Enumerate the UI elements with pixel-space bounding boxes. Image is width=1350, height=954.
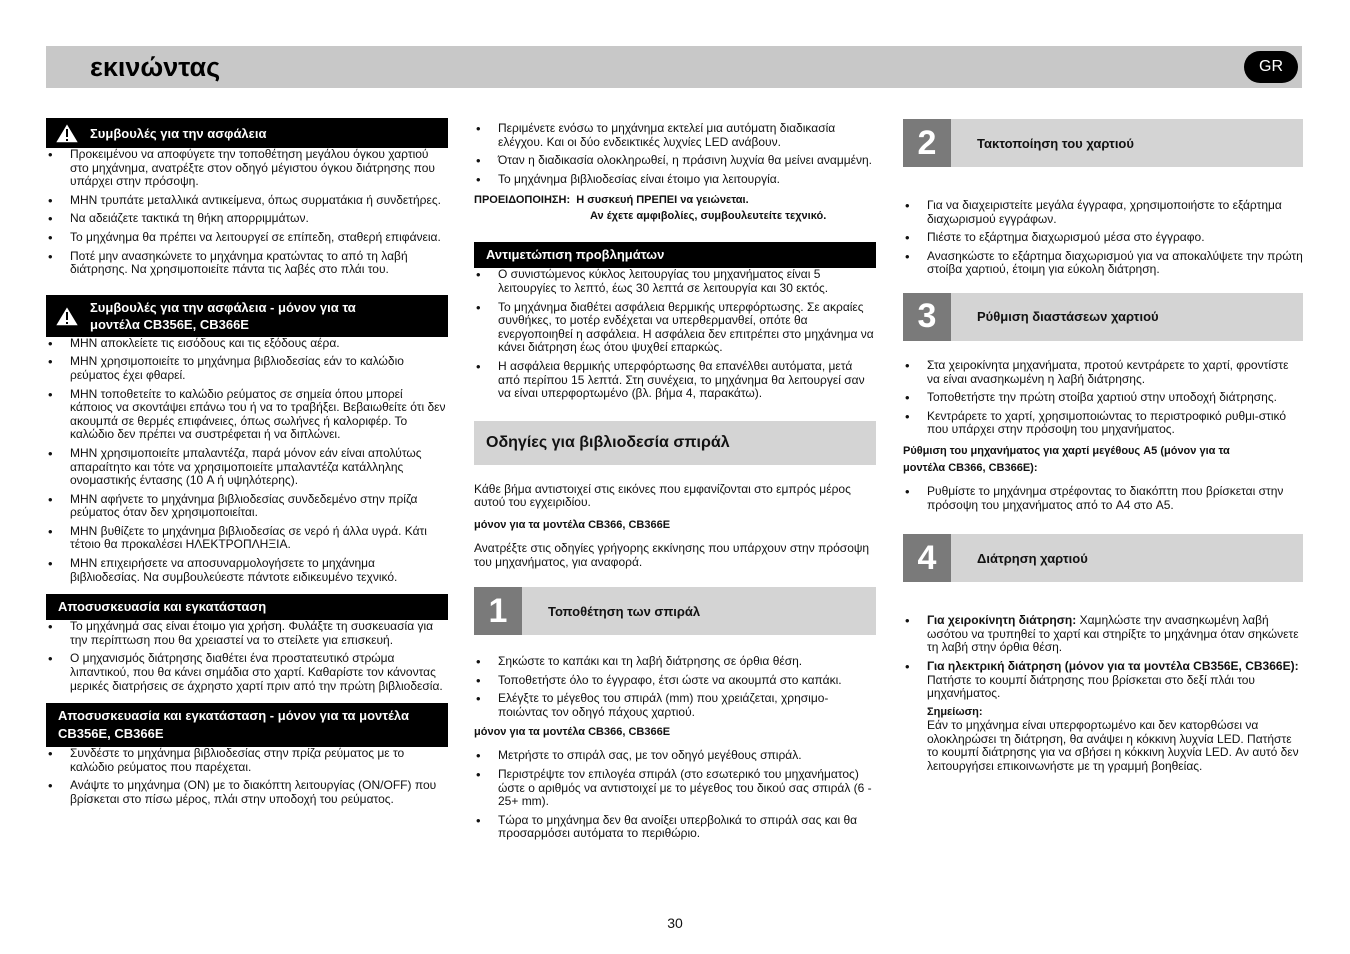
step-2-header [903, 119, 1303, 167]
spiral-heading: Οδηγίες για βιβλιοδεσία σπιράλ [474, 421, 876, 465]
list-item: • ΜΗΝ επιχειρήσετε να αποσυναρμολογήσετε το μηχάνημα βιβλιοδεσίας. Να συμβουλεύεστε πάντοτε ειδικευμένο τεχνικό. [46, 557, 448, 584]
header-bar [46, 46, 1302, 88]
step-2-list [903, 199, 1303, 277]
step-number: 2 [903, 119, 951, 167]
spiral-intro: Κάθε βήμα αντιστοιχεί στις εικόνες που εμφανίζονται στο εμπρός μέρος αυτού του εγχειριδίου. [474, 481, 851, 510]
safety-list [46, 148, 448, 277]
a5-note-line2: μοντέλα CB366, CB366E): [903, 461, 1038, 474]
step-1-list [474, 655, 876, 719]
list-item: • ΜΗΝ τοποθετείτε το καλώδιο ρεύματος σε σημεία όπου μπορεί κάποιος να σκοντάψει επάνω του ή να το τραβήξει. Βεβαιωθείτε ότι δεν ακουμπά σε θερμές επιφάνειες, όπως σωλήνες ή καλοριφέρ. Το καλώδιο δεν πρέπει να συστρέφεται ή να διπλώνει. [46, 388, 448, 442]
list-item: • ΜΗΝ τρυπάτε μεταλλικά αντικείμενα, όπως συρματάκια ή συνδετήρες. [46, 194, 448, 208]
electric-punch-text: Πατήστε το κουμπί διάτρησης που βρίσκεται στο δεξί πλάι του μηχανήματος. [927, 672, 1255, 701]
warning-label: ΠΡΟΕΙΔΟΠΟΙΗΣΗ: [474, 194, 571, 207]
list-item: • Ρυθμίστε το μηχάνημα στρέφοντας το διακόπτη που βρίσκεται στην πρόσοψη του μηχανήματος από το A4 στο A5. [903, 485, 1303, 512]
list-item: • Το μηχάνημά σας είναι έτοιμο για χρήση. Φυλάξτε τη συσκευασία για την περίπτωση που θα χρειαστεί να το στείλετε για επισκευή. [46, 620, 448, 647]
list-item: • ΜΗΝ βυθίζετε το μηχάνημα βιβλιοδεσίας σε νερό ή άλλα υγρά. Κάτι τέτοιο θα προκαλέσει ΗΛΕΚΤΡΟΠΛΗΞΙΑ. [46, 525, 448, 552]
list-item: • Τοποθετήστε όλο το έγγραφο, έτσι ώστε να ακουμπά στο καπάκι. [474, 674, 876, 688]
list-item: • Τοποθετήστε την πρώτη στοίβα χαρτιού στην υποδοχή διάτρησης. [903, 391, 1303, 405]
warning-triangle-icon [54, 305, 80, 327]
step-number: 3 [903, 293, 951, 341]
step-label: Τακτοποίηση του χαρτιού [977, 135, 1134, 151]
step-number: 4 [903, 534, 951, 582]
list-item [903, 614, 1303, 655]
list-item: • Πιέστε το εξάρτημα διαχωρισμού μέσα στο έγγραφο. [903, 231, 1303, 245]
list-item: • Ανασηκώστε το εξάρτημα διαχωρισμού για να αποκαλύψετε την πρώτη στοίβα χαρτιού, έτοιμη για εύκολη διάτρηση. [903, 250, 1303, 277]
list-item: • ΜΗΝ αφήνετε το μηχάνημα βιβλιοδεσίας συνδεδεμένο στην πρίζα ρεύματος όταν δεν χρησιμοποιείται. [46, 493, 448, 520]
list-item: • Ελέγξτε το μέγεθος του σπιράλ (mm) που χρειάζεται, χρησιμο-ποιώντας τον οδηγό πάχους χαρτιού. [474, 692, 876, 719]
step-4-list [903, 614, 1303, 673]
manual-punch-label: Για χειροκίνητη διάτρηση: [927, 613, 1077, 628]
list-item: • Ποτέ μην ανασηκώνετε το μηχάνημα κρατώντας το από τη λαβή διάτρησης. Να χρησιμοποιείτε πάντα τις λαβές στο πλάι του. [46, 250, 448, 277]
column-right [903, 118, 1303, 779]
list-item: • Τώρα το μηχάνημα δεν θα ανοίξει υπερβολικά το σπιράλ σας και θα προσαρμόσει αυτόματα το περιθώριο. [474, 814, 876, 841]
list-item: • ΜΗΝ χρησιμοποιείτε μπαλαντέζα, παρά μόνον εάν είναι απολύτως απαραίτητο και τότε να χρησιμοποιείτε μπαλαντέζα κατάλληλης ονομαστικής έντασης (10 A ή υψηλότερης). [46, 447, 448, 488]
safety-models-heading-line1: Συμβουλές για την ασφάλεια - μόνον για τα [90, 299, 356, 315]
a5-note-line1: Ρύθμιση του μηχανήματος για χαρτί μεγέθους A5 (μόνον για τα [903, 444, 1230, 457]
electric-punch-label: Για ηλεκτρική διάτρηση (μόνον για τα μοντέλα CB356E, CB366E): [927, 658, 1299, 673]
list-item: • Ο συνιστώμενος κύκλος λειτουργίας του μηχανήματος είναι 5 λειτουργίες το λεπτό, έως 30 λεπτά σε λειτουργία και 30 εκτός. [474, 268, 876, 295]
safety-models-heading [46, 295, 448, 337]
warning-triangle-icon [54, 122, 80, 144]
list-item: • Συνδέστε το μηχάνημα βιβλιοδεσίας στην πρίζα ρεύματος με το καλώδιο ρεύματος που παρέχεται. [46, 747, 448, 774]
unpack-models-heading-line2: CB356E, CB366E [58, 726, 164, 742]
note-label: Σημείωση: [927, 705, 983, 718]
step-3-header [903, 293, 1303, 341]
step-1-list-2 [474, 749, 876, 841]
safety-models-heading-line2: μοντέλα CB356E, CB366E [90, 316, 249, 332]
startup-list [474, 122, 876, 186]
list-item: • Το μηχάνημα θα πρέπει να λειτουργεί σε επίπεδη, σταθερή επιφάνεια. [46, 231, 448, 245]
list-item [903, 660, 1303, 674]
column-middle [474, 118, 876, 846]
list-item: • Ανάψτε το μηχάνημα (ON) με το διακόπτη λειτουργίας (ON/OFF) που βρίσκεται στο πίσω μέρος, πλάι στην υποδοχή του ρεύματος. [46, 779, 448, 806]
models-note: μόνον για τα μοντέλα CB366, CB366E [474, 726, 671, 739]
unpack-list [46, 620, 448, 693]
step-label: Διάτρηση χαρτιού [977, 550, 1088, 566]
list-item: • Όταν η διαδικασία ολοκληρωθεί, η πράσινη λυχνία θα μείνει αναμμένη. [474, 154, 876, 168]
trouble-list [474, 268, 876, 400]
page-title: εκινώντας [90, 52, 221, 82]
unpack-models-list [46, 747, 448, 806]
unpack-heading: Αποσυσκευασία και εγκατάσταση [46, 594, 448, 620]
list-item: • Το μηχάνημα βιβλιοδεσίας είναι έτοιμο για λειτουργία. [474, 173, 876, 187]
safety-models-list [46, 337, 448, 585]
note-text: Εάν το μηχάνημα είναι υπερφορτωμένο και δεν κατορθώσει να ολοκληρώσει τη διάτρηση, θα ανάψει η κόκκινη λυχνία LED. Πατήστε το κουμπί διάτρησης για να σβήσει η κόκκινη λυχνία LED. Αν αυτό δεν λειτουργήσει επικοινωνήστε με τη γραμμή βοηθείας. [927, 718, 1299, 774]
list-item: • Μετρήστε το σπιράλ σας, με τον οδηγό μεγέθους σπιράλ. [474, 749, 876, 763]
ground-warning [474, 192, 876, 224]
column-left [46, 118, 448, 812]
warning-line-2: Αν έχετε αμφιβολίες, συμβουλευτείτε τεχνικό. [590, 210, 827, 223]
list-item: • Προκειμένου να αποφύγετε την τοποθέτηση μεγάλου όγκου χαρτιού στο μηχάνημα, ανατρέξτε στον οδηγό μέγιστου όγκου διάτρησης που υπάρχει στην πρόσοψη. [46, 148, 448, 189]
quick-start-text: Ανατρέξτε στις οδηγίες γρήγορης εκκίνησης που υπάρχουν στην πρόσοψη του μηχανήματος, για αναφορά. [474, 540, 870, 569]
step-3-list-2 [903, 485, 1303, 512]
a5-note [903, 443, 1303, 477]
list-item: • Κεντράρετε το χαρτί, χρησιμοποιώντας το περιστροφικό ρυθμι-στικό που υπάρχει στην πρόσοψη του μηχανήματος. [903, 410, 1303, 437]
step-4-header [903, 534, 1303, 582]
manual-punch-text: Χαμηλώστε την ανασηκωμένη λαβή ωσότου να τρυπηθεί το χαρτί και στηρίξτε το μηχάνημα όταν σηκώνετε τη λαβή στην όρθια θέση. [927, 613, 1299, 655]
safety-heading-text: Συμβουλές για την ασφάλεια [90, 125, 267, 141]
page-number: 30 [667, 915, 683, 931]
trouble-heading: Αντιμετώπιση προβλημάτων [474, 242, 876, 268]
list-item: • Η ασφάλεια θερμικής υπερφόρτωσης θα επανέλθει αυτόματα, μετά από περίπου 15 λεπτά. Στη συνέχεια, το μηχάνημα θα λειτουργεί σαν να είναι υπερφορτωμένο (βλ. βήμα 4, παρακάτω). [474, 360, 876, 401]
language-badge: GR [1244, 51, 1298, 83]
list-item: • Για να διαχειριστείτε μεγάλα έγγραφα, χρησιμοποιήστε το εξάρτημα διαχωρισμού εγγράφων. [903, 199, 1303, 226]
safety-heading [46, 118, 448, 148]
list-item: • Περιστρέψτε τον επιλογέα σπιράλ (στο εσωτερικό του μηχανήματος) ώστε ο αριθμός να αντιστοιχεί με το μέγεθος του δικού σας σπιράλ (6 - 25+ mm). [474, 768, 876, 809]
list-item: • ΜΗΝ χρησιμοποιείτε το μηχάνημα βιβλιοδεσίας εάν το καλώδιο ρεύματος έχει φθαρεί. [46, 355, 448, 382]
list-item: • Περιμένετε ενόσω το μηχάνημα εκτελεί μια αυτόματη διαδικασία ελέγχου. Και οι δύο ενδεικτικές λυχνίες LED ανάβουν. [474, 122, 876, 149]
unpack-models-heading-line1: Αποσυσκευασία και εγκατάσταση - μόνον για τα μοντέλα [58, 708, 409, 724]
step-3-list [903, 359, 1303, 437]
step-number: 1 [474, 587, 522, 635]
list-item: • ΜΗΝ αποκλείετε τις εισόδους και τις εξόδους αέρα. [46, 337, 448, 351]
list-item: • Σηκώστε το καπάκι και τη λαβή διάτρησης σε όρθια θέση. [474, 655, 876, 669]
warning-line-1: Η συσκευή ΠΡΕΠΕΙ να γειώνεται. [576, 194, 749, 207]
list-item: • Στα χειροκίνητα μηχανήματα, προτού κεντράρετε το χαρτί, φροντίστε να είναι ανασηκωμένη η λαβή διάτρησης. [903, 359, 1303, 386]
step-1-header [474, 587, 876, 635]
unpack-models-heading [46, 703, 448, 747]
models-note: μόνον για τα μοντέλα CB366, CB366E [474, 518, 671, 531]
list-item: • Ο μηχανισμός διάτρησης διαθέτει ένα προστατευτικό στρώμα λιπαντικού, που θα κάνει σημάδια στο χαρτί. Καθαρίστε τον κάνοντας μερικές διατρήσεις σε άχρηστο χαρτί πριν από την πρώτη βιβλιοδεσία. [46, 652, 448, 693]
list-item: • Το μηχάνημα διαθέτει ασφάλεια θερμικής υπερφόρτωσης. Σε ακραίες συνθήκες, το μοτέρ ενδέχεται να υπερθερμανθεί, οπότε θα ενεργοποιηθεί η ασφάλεια. Η ασφάλεια δεν επιτρέπει στο μηχάνημα να κάνει διάτρηση έως ότου ψυχθεί επαρκώς. [474, 301, 876, 355]
list-item: • Να αδειάζετε τακτικά τη θήκη απορριμμάτων. [46, 212, 448, 226]
step-label: Ρύθμιση διαστάσεων χαρτιού [977, 309, 1159, 325]
step-label: Τοποθέτηση των σπιράλ [548, 603, 701, 619]
